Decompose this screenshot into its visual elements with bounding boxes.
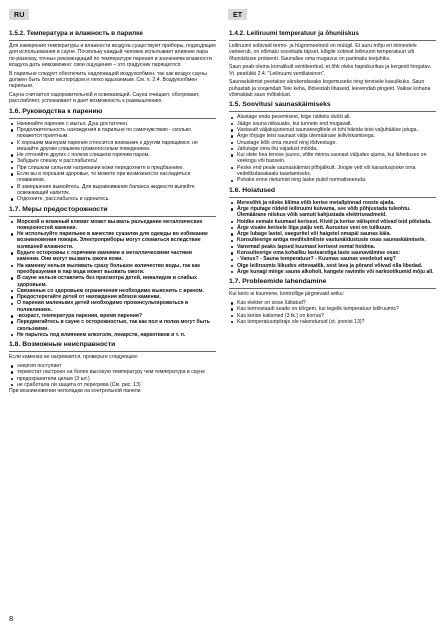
paragraph: Saunaskäimist peetakse värskendavaks kogemuseks ning tervisele kasulikuks. Saun puhastab ja soojendab Teie keha, lõdvestab lihaseid, leevendab pingeid. Vaikse kohana võimaldab saun mõtisklust. [229, 79, 431, 99]
section-bathing-guide-ru [9, 108, 216, 203]
list-item: Kas kerise kaitsmed (3 tk.) on korras? [229, 313, 436, 319]
section-title: 1.7. Меры предосторожности [9, 206, 216, 217]
paragraph: Сауна считается оздоровительной и освежающей. Сауна очищает, обогревает, расслабляет, успокаивает и дает возможность к размышлению. [9, 92, 200, 105]
list-item: Продолжительность нахождения в парильне по самочувствию - сколько покажется приятным. [9, 127, 216, 140]
section-title: 1.4.2. Leiliruumi temperatuur ja õhuniiskus [229, 30, 436, 41]
list-item: Связанные со здоровьем ограничения необходимо выяснить с врачом. [9, 288, 216, 294]
list-item: не сработала ли защита от перегрева (См. рис. 13) [9, 382, 216, 388]
bullet-list [9, 121, 216, 203]
list-item: Peske end peale saunaskäimist põhjalikult. Joogie vett või karastusjooke oma vedelikutasakaalu taastamiseks. [229, 165, 436, 178]
list-item: Kas elekter on sisse lülitatud? [229, 300, 436, 306]
list-item: Kas termostaadi seade on kõrgem, kui tegelik temperatuur leiliruumis? [229, 306, 436, 312]
bullet-list [9, 219, 216, 339]
list-item: энергия поступает [9, 363, 216, 369]
russian-column [9, 30, 216, 620]
list-item: - Vanus? - Sauna temperatuur? - Kuumas saunas veedetud aeg? [229, 256, 436, 262]
bullet-list [229, 300, 436, 325]
list-item: Ärge riputage riideid leiliruumi kuivama, see võib põhjustada tuleohtu. Ülemäärane niiskus võib samuti kahjustada elektriseadmeid. [229, 206, 436, 219]
paragraph: Kui keris ei kuumene, kontrollige järgnevaid seiku: [229, 291, 345, 298]
section-title: 1.6. Hoiatused [229, 187, 436, 198]
list-item: Vanemad peaks lapsed kuumast kerisest eemal hoidma. [229, 244, 436, 250]
list-item: Olge leiliruumis liikudes ettevaatlik, sest lava ja põrand võivad olla libedad. [229, 263, 436, 269]
section-title: 1.8. Возможные неисправности [9, 341, 216, 352]
list-item: Забудьте спешку и расслабьтесь! [9, 158, 216, 164]
section-troubleshooting-et [229, 278, 436, 325]
list-item: Meresõhk ja niiske kliima võib kerise metallpinnad rooste ajada. [229, 200, 436, 206]
list-item: Ärge tõrjuge teisi saunast välja ülemäärase leiliviskamisega. [229, 133, 436, 139]
list-item: Hoidke eemale kuumast kerisest. Kivid ja kerise välispind võivad teid põletada. [229, 219, 436, 225]
list-item: Konsulteerige antiga meditsiiniliste vastunäidustuste osas saunaskäimisele. [229, 237, 436, 243]
paragraph: В парильне следует обеспечить надлежащий воздухообмен, так как воздух сауны должен быть богат кислородом и легко вдыхаемым. См. п. 2.4. Воздухообмен парильни. [9, 70, 207, 90]
section-precautions-ru [9, 206, 216, 339]
list-item: Konsulteerige oma kohaliku lastearstiga laste saunavälmise osas: [229, 250, 436, 256]
list-item: Морской и влажный климат может вызвать разъедание металлических поверхностей каменки. [9, 219, 216, 232]
section-title: 1.7. Probleemide lahendamine [229, 278, 436, 289]
paragraph: При возникновении неполадки на контрольной панели [9, 388, 141, 395]
list-item: При слишком сильном нагревании кожи передохните в предбаннике. [9, 165, 216, 171]
language-tag-et: ET [228, 9, 247, 20]
list-item: Jahutage oma ihu vajadust mööda. [229, 146, 436, 152]
list-item: Не используйте парильню в качестве сушилки для одежды во избежание возникновения пожара. Электроприборы могут сломаться вследствие излишней влажности. [9, 231, 216, 250]
list-item: Puhake enne riietumist ning laske pulsil normaliseeruda. [229, 177, 436, 183]
paragraph: Leiliruumi sobivaid termo- ja hügromeetreid on müügil. Et auru mõju eri inimestele varieerub, on võimatu soovitada täpset, kõigile sobivat leiliruumi temperatuuri või õhuniiskuse protsenti. Saunalise oma mugavus on parimaks teejuhiks. [229, 43, 417, 62]
list-item: В завершение вымойтесь. Для выравнивания баланса жидкости выпейте освежающий напиток. [9, 184, 216, 197]
paragraph: Если каменка не нагревается, проверьте следующее: [9, 354, 139, 361]
section-title: 1.5.2. Температура и влажность в парилке [9, 30, 216, 41]
list-item: Отдохните, расслабьтесь и оденьтесь. [9, 196, 216, 202]
section-title: 1.6. Руководства к парению [9, 108, 216, 119]
language-tag-ru: RU [9, 9, 29, 20]
list-item: Ärge kunagi minge sauna alkoholi, kangete ravimite või narkootikumid mõju all. [229, 269, 436, 275]
list-item: Предостерегайте детей от нахождения вблизи каменки. [9, 294, 216, 300]
section-title: 1.5. Soovitusi saunaskäimiseks [229, 101, 436, 112]
estonian-column [229, 30, 436, 620]
list-item: Jääge sauna niikauaks, kui tunnete end mugavalt. [229, 121, 436, 127]
bullet-list [229, 114, 436, 183]
list-item: Будьте осторожны с горячими камнями и металлическими частями каменки. Они могут вызвать ожоги кожи. [9, 250, 216, 263]
list-item: Alustage enda pesemisest, kiige näiteks dušši all. [229, 114, 436, 120]
list-item: Передвигайтесь в сауне с осторожностью, так как пол и полки могут быть скользкими. [9, 319, 216, 332]
bullet-list [9, 363, 216, 388]
paragraph: Для измерения температуры и влажности воздуха существуют приборы, подходящие для использования в сауне. Поскольку каждый человек испытывает влияние пара по-разному, точных рекомендаций по температуре парения и значениям влажности воздуха дать невозможно: свои ощущения – это градусник парящегося. [9, 43, 216, 68]
list-item: О парении маленьких детей необходимо проконсультироваться в поликлинике. [9, 300, 216, 313]
list-item: Начинайте парение с мытья. Душ достаточен. [9, 121, 216, 127]
section-temperature-humidity-ru [9, 30, 216, 105]
bullet-list [229, 200, 436, 276]
list-item: Kui olete hea tervise juures, võite minna saunast väljudes ujuma, kui läheduses on veekogu või bassein. [229, 152, 436, 165]
list-item: Kas temperatuuripiiraje ole rakendunud (vt. joonist 13)? [229, 319, 436, 325]
section-warnings-et [229, 187, 436, 276]
list-item: термостат настроен на более высокую температуру чем температура в сауне [9, 369, 216, 375]
list-item: Не отгоняйте других с полков слишком горячим паром. [9, 152, 216, 158]
section-bathing-guide-et [229, 101, 436, 183]
list-item: предохранители целые (3 шт.) [9, 376, 216, 382]
section-troubleshooting-ru [9, 341, 216, 394]
list-item: Если вы в хорошем здоровье, то можете при возможности насладиться плаванием. [9, 171, 216, 184]
list-item: Ärge lubage lastel, vaeguritel või haigetel omapäi saunas käia. [229, 231, 436, 237]
list-item: К хорошим манерам парения относится внимание к другим парящимся: не мешайте другим слишком громкогосолым поведением. [9, 140, 216, 153]
page-number: 8 [9, 614, 14, 623]
paragraph: Saun peab olema korralikult ventileeritud, et õhk oleks hapnikurikas ja kergesti hingatav. Vt. peatükki 2.4. "Leiliruumi ventilatsioon". [229, 64, 432, 77]
list-item: -возраст, температура парения, время парения? [9, 313, 216, 319]
list-item: На каменку нельзя выливать сразу большое количество воды, так как преобразуемая в пар вода может вызвать ожоги. [9, 263, 216, 276]
list-item: Unustage kõik oma mured ning lõdvestuge. [229, 140, 436, 146]
section-temperature-humidity-et [229, 30, 436, 98]
list-item: Vastavalt väljakujunenud saunareeglitele ei tohi häirida teisi valjuhäälse jutuga. [229, 127, 436, 133]
list-item: В сауне нельзя оставлять без присмотра детей, инвалидов и слабых здоровьем. [9, 275, 216, 288]
list-item: Не парьтесь под влиянием алкоголя, лекарств, наркотиков и т. п. [9, 332, 216, 338]
list-item: Ärge visake kerisele liiga palju vett. Aurustuv vesi on tulikuum. [229, 225, 436, 231]
